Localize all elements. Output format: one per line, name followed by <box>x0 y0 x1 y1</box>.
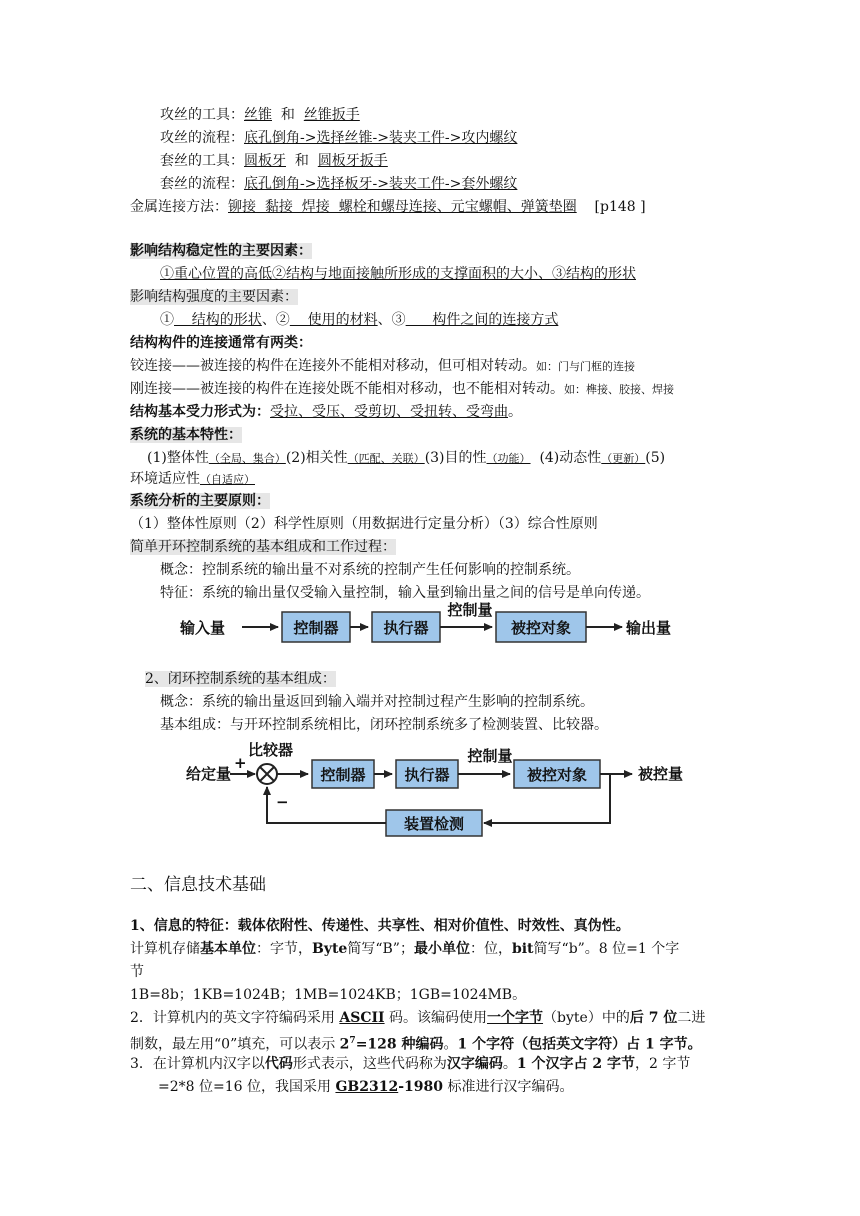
closed-loop-concept: 概念：系统的输出量返回到输入端并对控制过程产生影响的控制系统。 <box>160 694 594 710</box>
open-loop-title: 简单开环控制系统的基本组成和工作过程： <box>130 539 396 555</box>
stability-content: ①重心位置的高低②结构与地面接触所形成的支撑面积的大小、③结构的形状 <box>160 266 636 282</box>
strength-title: 影响结构强度的主要因素： <box>130 289 298 305</box>
connection-title: 结构构件的连接通常有两类： <box>130 335 312 351</box>
setpoint-label: 给定量 <box>186 765 232 783</box>
analysis-content: （1）整体性原则（2）科学性原则（用数据进行定量分析）（3）综合性原则 <box>130 516 598 532</box>
thread-tools-line: 套丝的工具：圆板牙 和 圆板牙扳手 <box>160 153 388 169</box>
tap-tools-line: 攻丝的工具：丝锥 和 丝锥扳手 <box>160 107 360 123</box>
open-loop-diagram <box>170 602 710 652</box>
closed-loop-composition: 基本组成：与开环控制系统相比，闭环控制系统多了检测装置、比较器。 <box>160 717 608 733</box>
info-p6: 3．在计算机内汉字以代码形式表示，这些代码称为汉字编码。1 个汉字占 2 字节，2 字节 <box>130 1056 691 1072</box>
hinge-line: 铰连接——被连接的构件在连接外不能相对移动，但可相对转动。如：门与门框的连接 <box>130 358 635 374</box>
open-loop-concept: 概念：控制系统的输出量不对系统的控制产生任何影响的控制系统。 <box>160 562 580 578</box>
plus-sign: + <box>234 754 247 772</box>
open-output-label: 输出量 <box>626 619 672 637</box>
open-control-qty-label: 控制量 <box>447 602 493 619</box>
open-loop-feature: 特征：系统的输出量仅受输入量控制，输入量到输出量之间的信号是单向传递。 <box>160 585 650 601</box>
info-p3: 1B=8b；1KB=1024B；1MB=1024KB；1GB=1024MB。 <box>130 987 527 1003</box>
section2-title: 二、信息技术基础 <box>130 875 266 895</box>
info-p5: 制数，最左用“0”填充，可以表示 $2^7=128$ 种编码。1 个字符（包括英文字符）占 1 字节。 <box>130 1036 702 1053</box>
info-p7: =2*8 位=16 位，我国采用 GB2312-1980 标准进行汉字编码。 <box>158 1079 574 1095</box>
strength-content: ① 结构的形状、② 使用的材料、③ 构件之间的连接方式 <box>160 312 559 328</box>
info-p1: 1、信息的特征：载体依附性、传递性、共享性、相对价值性、时效性、真伪性。 <box>130 918 630 934</box>
closed-control-qty-label: 控制量 <box>467 747 513 765</box>
open-plant-label: 被控对象 <box>510 619 572 637</box>
rigid-line: 刚连接——被连接的构件在连接处既不能相对移动，也不能相对转动。如：榫接、胶接、焊接 <box>130 381 674 397</box>
info-p2: 计算机存储基本单位：字节，Byte简写“B”；最小单位：位，bit简写“b”。8 位=1 个字 <box>130 941 680 957</box>
metal-connect-line: 金属连接方法：铆接 黏接 焊接 螺栓和螺母连接、元宝螺帽、弹簧垫圈 [p148 ] <box>130 199 646 215</box>
closed-actuator-label: 执行器 <box>404 766 450 784</box>
thread-process-line: 套丝的流程：底孔倒角->选择板牙->装夹工件->套外螺纹 <box>160 176 518 192</box>
stability-title: 影响结构稳定性的主要因素： <box>130 243 312 259</box>
tap-process-line: 攻丝的流程：底孔倒角->选择丝锥->装夹工件->攻内螺纹 <box>160 130 518 146</box>
minus-sign: − <box>276 793 289 811</box>
info-p2-cont: 节 <box>130 964 144 980</box>
closed-output-label: 被控量 <box>638 765 684 783</box>
open-actuator-label: 执行器 <box>383 619 429 637</box>
sensor-label: 装置检测 <box>403 815 465 833</box>
comparator-symbol <box>257 764 277 784</box>
system-char-line2: 环境适应性（自适应） <box>130 471 255 487</box>
open-controller-label: 控制器 <box>293 619 339 637</box>
closed-controller-label: 控制器 <box>320 766 366 784</box>
open-input-label: 输入量 <box>180 619 226 637</box>
comparator-label: 比较器 <box>248 741 294 759</box>
analysis-title: 系统分析的主要原则： <box>130 493 270 509</box>
force-line: 结构基本受力形式为：受拉、受压、受剪切、受扭转、受弯曲。 <box>130 404 522 420</box>
system-char-title: 系统的基本特性： <box>130 427 242 443</box>
closed-plant-label: 被控对象 <box>526 766 588 784</box>
system-char-line1: (1)整体性（全局、集合）(2)相关性（匹配、关联）(3)目的性（功能） (4)动态性（更新）(5) <box>147 450 666 466</box>
info-p4: 2．计算机内的英文字符编码采用 ASCII 码。该编码使用一个字节（byte）中的后 7 位二进 <box>130 1010 706 1026</box>
closed-loop-diagram <box>178 737 694 837</box>
closed-loop-title: 2、闭环控制系统的基本组成： <box>145 671 336 687</box>
